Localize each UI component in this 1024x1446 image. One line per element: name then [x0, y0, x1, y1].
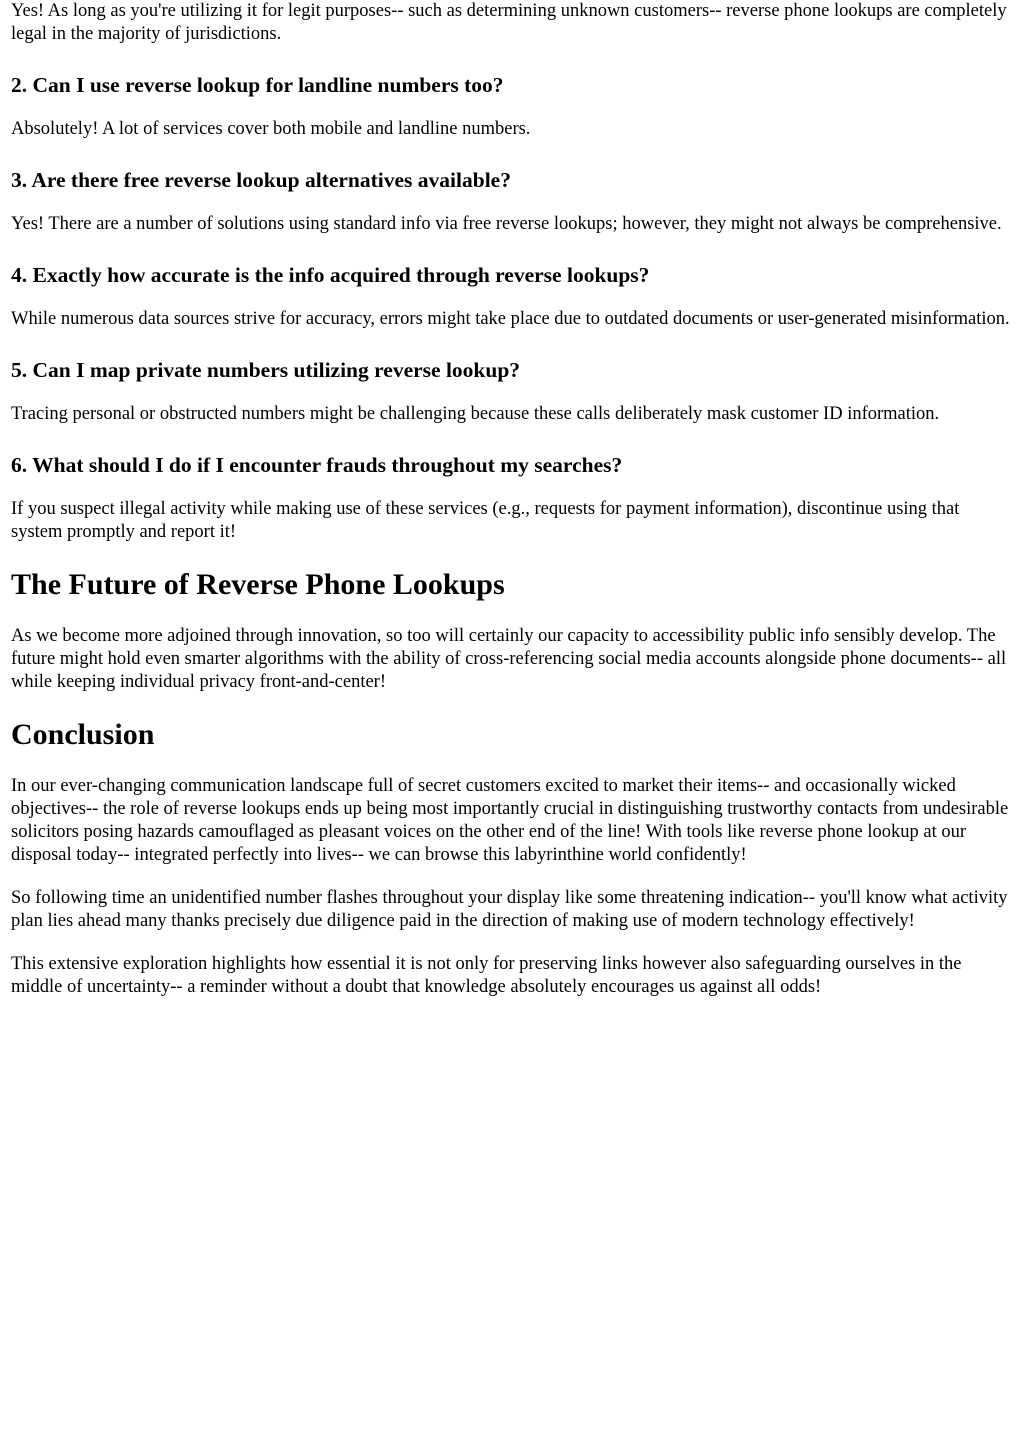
faq-question-6: 6. What should I do if I encounter frauds throughout my searches?	[11, 453, 623, 477]
faq-answer-4: While numerous data sources strive for accuracy, errors might take place due to outdated documents or user-generated misinformation.	[11, 309, 1010, 329]
conclusion-paragraph-3: This extensive exploration highlights how essential it is not only for preserving links however also safeguarding ourselves in the middle of uncertainty-- a reminder without a doubt that knowledge absolutely encourages us against all odds!	[11, 954, 962, 997]
faq-item-2	[11, 72, 1013, 141]
faq-answer-3: Yes! There are a number of solutions using standard info via free reverse lookups; however, they might not always be comprehensive.	[11, 214, 1002, 234]
section-heading-future: The Future of Reverse Phone Lookups	[11, 568, 505, 601]
future-paragraph: As we become more adjoined through innovation, so too will certainly our capacity to accessibility public info sensibly develop. The future might hold even smarter algorithms with the ability of cross-referencing social media accounts alongside phone documents-- all while keeping individual privacy front-and-center!	[11, 626, 1007, 692]
faq-question-5: 5. Can I map private numbers utilizing reverse lookup?	[11, 358, 521, 382]
faq-item-4	[11, 262, 1013, 331]
faq-question-2: 2. Can I use reverse lookup for landline numbers too?	[11, 73, 504, 97]
faq-answer-2: Absolutely! A lot of services cover both mobile and landline numbers.	[11, 119, 531, 139]
faq-question-4: 4. Exactly how accurate is the info acquired through reverse lookups?	[11, 263, 650, 287]
faq-question-3: 3. Are there free reverse lookup alternatives available?	[11, 168, 511, 192]
conclusion-paragraph-2: So following time an unidentified number flashes throughout your display like some threatening indication-- you'll know what activity plan lies ahead many thanks precisely due diligence paid in the direction of making use of modern technology effectively!	[11, 888, 1008, 931]
faq-item-3	[11, 167, 1013, 236]
faq-item-6	[11, 452, 1013, 544]
faq-item-5	[11, 357, 1013, 426]
conclusion-paragraph-1: In our ever-changing communication landscape full of secret customers excited to market their items-- and occasionally wicked objectives-- the role of reverse lookups ends up being most importantly crucial in distinguishing trustworthy contacts from undesirable solicitors posing hazards camouflaged as pleasant voices on the other end of the line! With tools like reverse phone lookup at our disposal today-- integrated perfectly into lives-- we can browse this labyrinthine world confidently!	[11, 776, 1009, 865]
section-heading-conclusion: Conclusion	[11, 718, 155, 751]
faq-answer-1: Yes! As long as you're utilizing it for legit purposes-- such as determining unknown customers-- reverse phone lookups are completely legal in the majority of jurisdictions.	[11, 1, 1007, 44]
faq-answer-5: Tracing personal or obstructed numbers might be challenging because these calls deliberately mask customer ID information.	[11, 404, 940, 424]
faq-answer-6: If you suspect illegal activity while making use of these services (e.g., requests for payment information), discontinue using that system promptly and report it!	[11, 499, 960, 542]
